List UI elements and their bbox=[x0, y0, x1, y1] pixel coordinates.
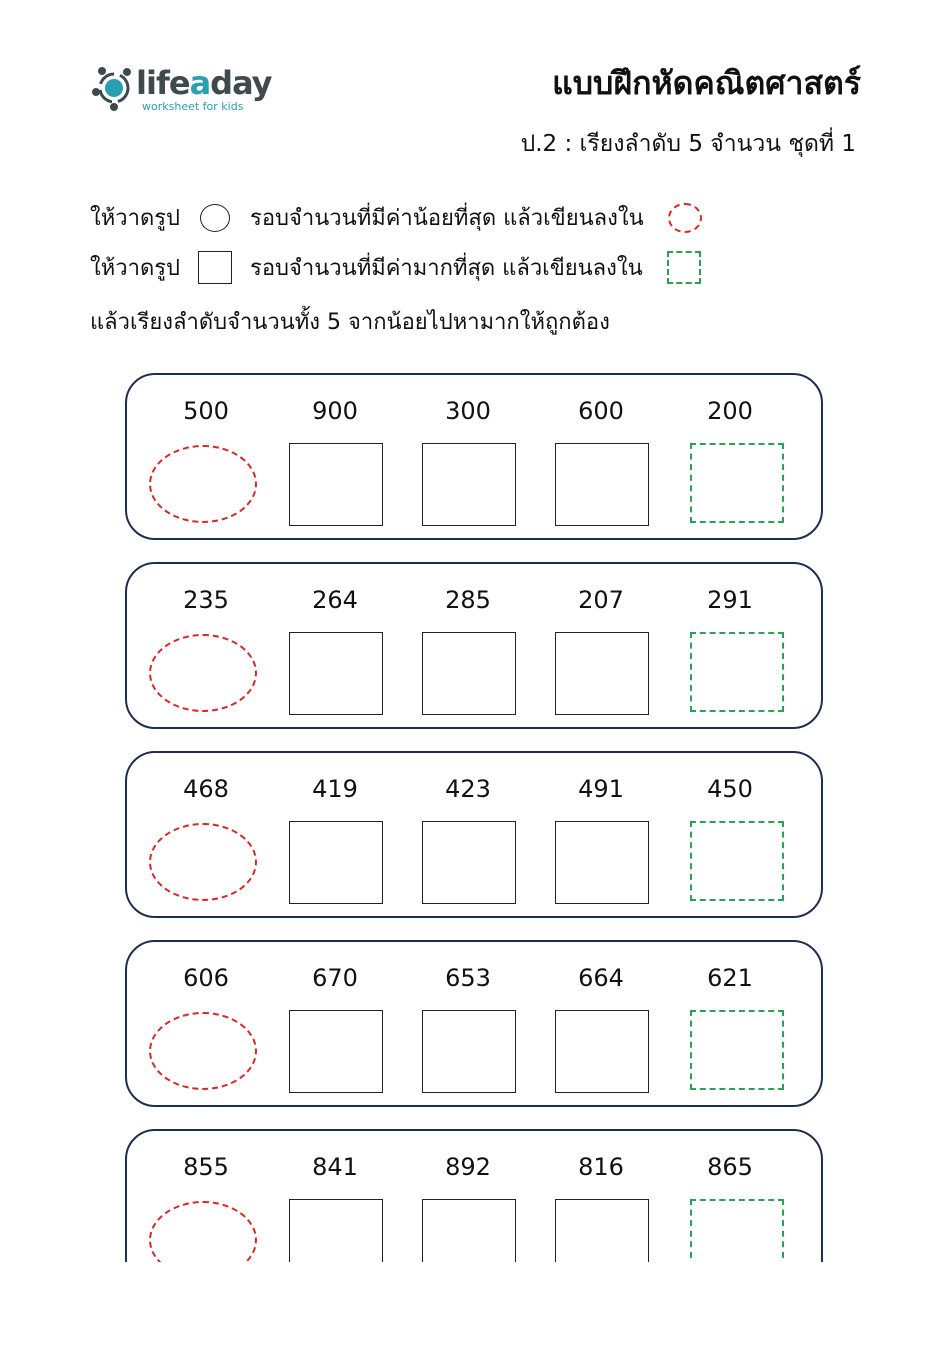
smallest-answer-slot[interactable] bbox=[149, 1012, 257, 1090]
answer-box-2[interactable] bbox=[289, 1199, 383, 1262]
instruction-2-text: รอบจำนวนที่มีค่ามากที่สุด แล้วเขียนลงใน bbox=[250, 256, 643, 281]
answer-box-4[interactable] bbox=[555, 821, 649, 904]
number-3: 653 bbox=[445, 964, 491, 992]
answer-box-3[interactable] bbox=[422, 632, 516, 715]
number-1: 500 bbox=[183, 397, 229, 425]
smallest-answer-slot[interactable] bbox=[149, 445, 257, 523]
number-2: 419 bbox=[312, 775, 358, 803]
largest-answer-slot[interactable] bbox=[690, 443, 784, 523]
answer-box-2[interactable] bbox=[289, 443, 383, 526]
largest-answer-slot[interactable] bbox=[690, 821, 784, 901]
answer-box-2[interactable] bbox=[289, 632, 383, 715]
answer-box-4[interactable] bbox=[555, 1199, 649, 1262]
largest-answer-slot[interactable] bbox=[690, 1010, 784, 1090]
number-5: 621 bbox=[707, 964, 753, 992]
number-4: 491 bbox=[578, 775, 624, 803]
instruction-1-text: รอบจำนวนที่มีค่าน้อยที่สุด แล้วเขียนลงใน bbox=[250, 206, 644, 231]
answer-box-4[interactable] bbox=[555, 632, 649, 715]
answer-box-3[interactable] bbox=[422, 1199, 516, 1262]
answer-box-4[interactable] bbox=[555, 443, 649, 526]
answer-box-3[interactable] bbox=[422, 1010, 516, 1093]
answer-box-2[interactable] bbox=[289, 1010, 383, 1093]
answer-box-2[interactable] bbox=[289, 821, 383, 904]
smallest-answer-slot[interactable] bbox=[149, 634, 257, 712]
page-title: แบบฝึกหัดคณิตศาสตร์ bbox=[552, 64, 861, 102]
instruction-line-3: แล้วเรียงลำดับจำนวนทั้ง 5 จากน้อยไปหามากให้ถูกต้อง bbox=[90, 310, 610, 335]
number-5: 865 bbox=[707, 1153, 753, 1181]
number-1: 606 bbox=[183, 964, 229, 992]
number-5: 291 bbox=[707, 586, 753, 614]
smallest-answer-slot[interactable] bbox=[149, 1201, 257, 1262]
exercise-panel-4 bbox=[125, 940, 823, 1107]
number-1: 855 bbox=[183, 1153, 229, 1181]
answer-box-3[interactable] bbox=[422, 443, 516, 526]
page-subtitle: ป.2 : เรียงลำดับ 5 จำนวน ชุดที่ 1 bbox=[520, 131, 856, 157]
number-5: 200 bbox=[707, 397, 753, 425]
answer-box-3[interactable] bbox=[422, 821, 516, 904]
brand-tagline: worksheet for kids bbox=[142, 100, 244, 113]
number-2: 670 bbox=[312, 964, 358, 992]
exercise-panel-1 bbox=[125, 373, 823, 540]
brand-wordmark: lifeaday bbox=[136, 64, 272, 102]
instruction-2-prefix: ให้วาดรูป bbox=[90, 256, 181, 281]
number-4: 207 bbox=[578, 586, 624, 614]
instruction-1-prefix: ให้วาดรูป bbox=[90, 206, 181, 231]
number-2: 841 bbox=[312, 1153, 358, 1181]
number-3: 300 bbox=[445, 397, 491, 425]
largest-answer-slot[interactable] bbox=[690, 1199, 784, 1262]
exercise-panel-3 bbox=[125, 751, 823, 918]
number-2: 900 bbox=[312, 397, 358, 425]
number-5: 450 bbox=[707, 775, 753, 803]
number-1: 468 bbox=[183, 775, 229, 803]
answer-box-4[interactable] bbox=[555, 1010, 649, 1093]
exercise-panel-2 bbox=[125, 562, 823, 729]
smallest-answer-slot[interactable] bbox=[149, 823, 257, 901]
number-2: 264 bbox=[312, 586, 358, 614]
number-1: 235 bbox=[183, 586, 229, 614]
exercise-panel-5 bbox=[125, 1129, 823, 1262]
number-4: 816 bbox=[578, 1153, 624, 1181]
number-3: 423 bbox=[445, 775, 491, 803]
largest-answer-slot[interactable] bbox=[690, 632, 784, 712]
number-4: 600 bbox=[578, 397, 624, 425]
number-4: 664 bbox=[578, 964, 624, 992]
number-3: 285 bbox=[445, 586, 491, 614]
number-3: 892 bbox=[445, 1153, 491, 1181]
